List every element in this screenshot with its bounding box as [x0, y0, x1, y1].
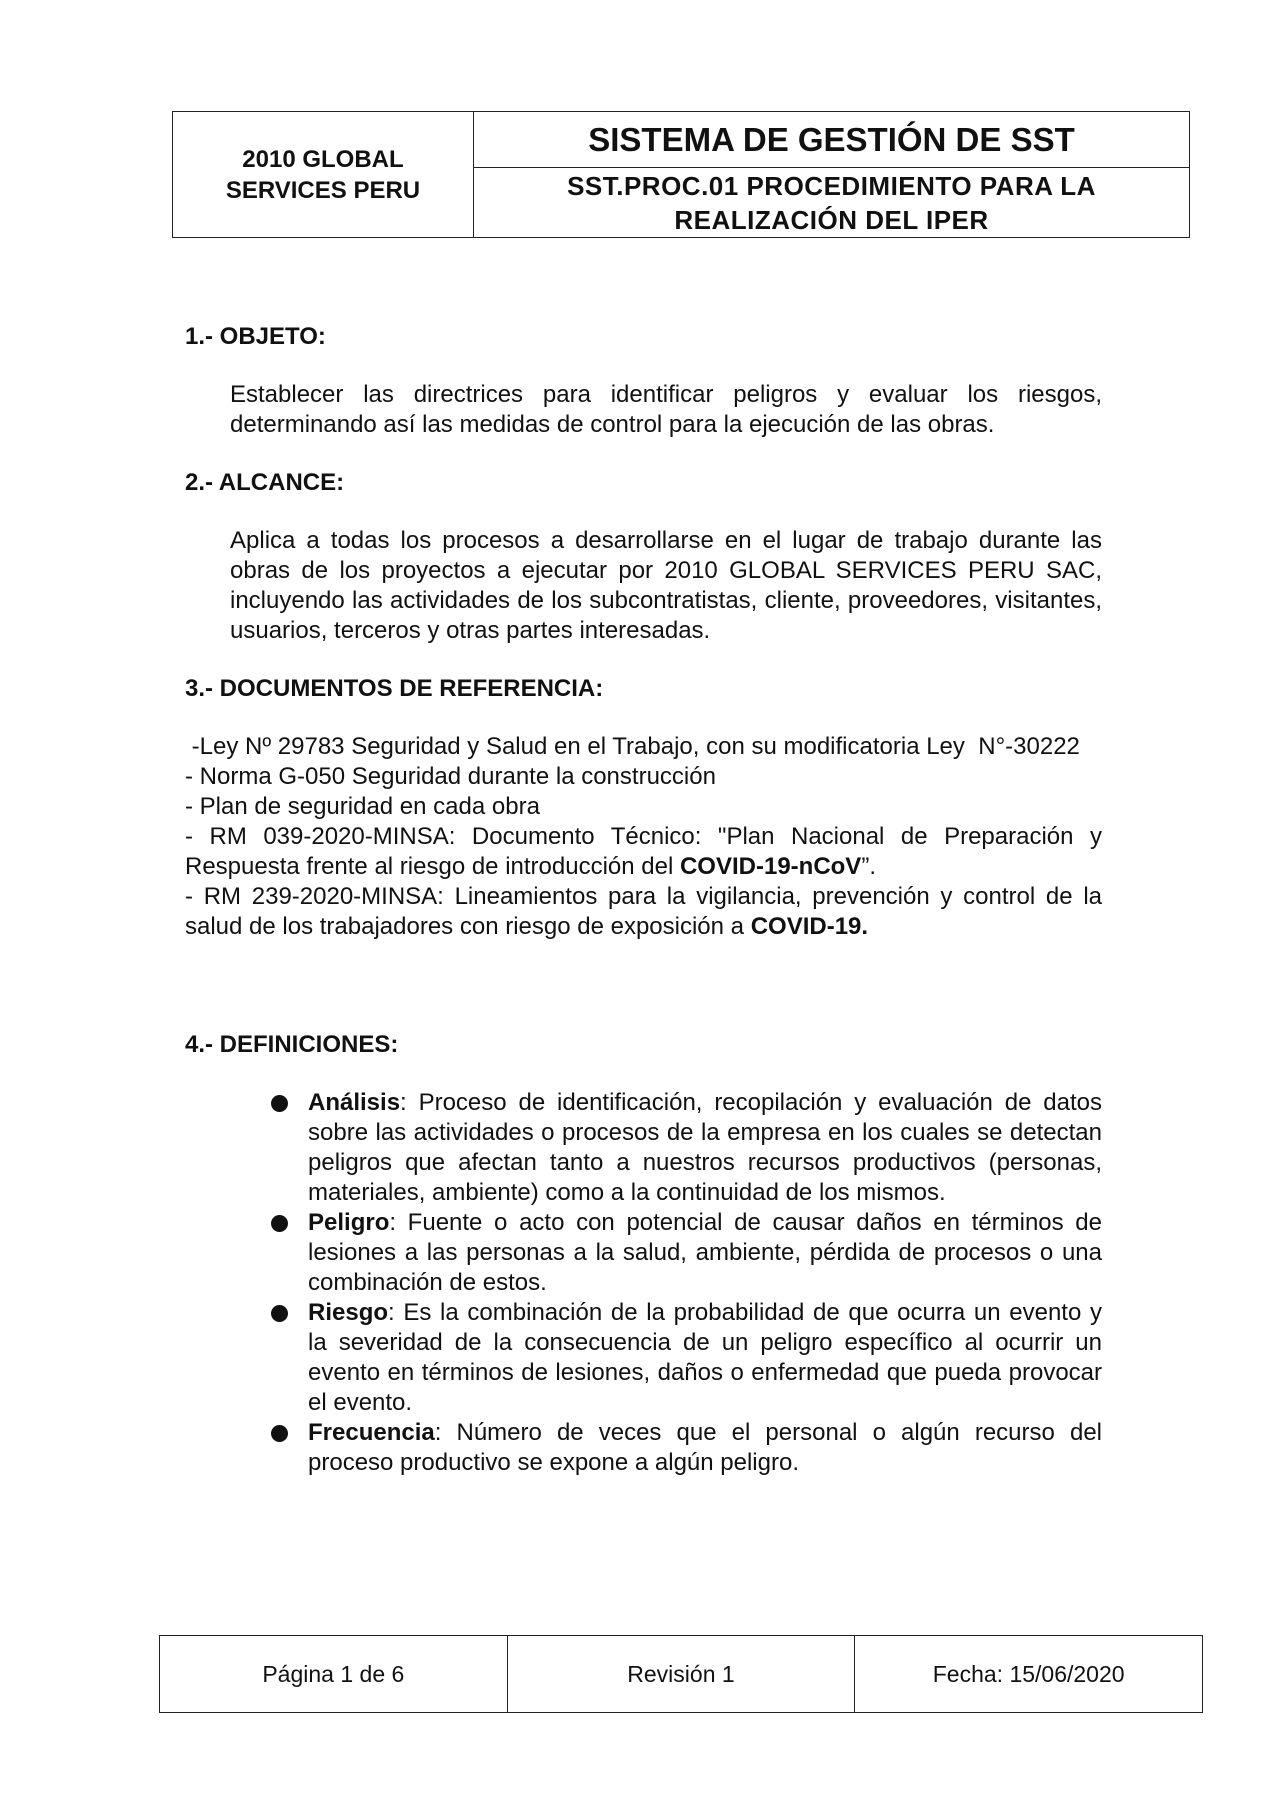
definition-text: : Número de veces que el personal o algún recurso del proceso productivo se expone a algún peligro.: [308, 1419, 1102, 1476]
definition-text: : Proceso de identificación, recopilación y evaluación de datos sobre las actividades o procesos de la empresa en los cuales se detectan peligros que afectan tanto a nuestros recursos productivos (personas, materiales, ambiente) como a la continuidad de los mismos.: [308, 1089, 1102, 1206]
document-footer: [159, 1635, 1203, 1713]
reference-text: - RM 039-2020-MINSA: Documento Técnico: "Plan Nacional de Preparación y Respuesta frente al riesgo de introducción del: [185, 823, 1102, 880]
reference-bold: COVID-19.: [750, 913, 869, 940]
definition-term: Riesgo: [308, 1299, 389, 1326]
reference-list: [185, 732, 1102, 942]
company-name-line1: 2010 GLOBAL: [242, 145, 404, 173]
reference-item: [185, 882, 1102, 942]
reference-text: - RM 239-2020-MINSA: Lineamientos para la vigilancia, prevención y control de la salud de los trabajadores con riesgo de exposición a: [185, 883, 1102, 940]
bullet-icon: [271, 1425, 288, 1442]
definition-text: : Es la combinación de la probabilidad de que ocurra un evento y la severidad de la consecuencia de un peligro específico al ocurrir un evento en términos de lesiones, daños o enfermedad que pueda provocar el evento.: [308, 1299, 1102, 1416]
document-body: [185, 322, 1102, 1478]
bullet-icon: [271, 1305, 288, 1322]
list-item: [308, 1208, 1102, 1298]
reference-item: -Ley Nº 29783 Seguridad y Salud en el Trabajo, con su modificatoria Ley N°-30222: [185, 733, 1080, 760]
section-title-objeto: 1.- OBJETO:: [185, 323, 326, 350]
section-title-definiciones: 4.- DEFINICIONES:: [185, 1031, 399, 1058]
objeto-text: Establecer las directrices para identificar peligros y evaluar los riesgos, determinando así las medidas de control para la ejecución de las obras.: [230, 381, 1102, 438]
definition-term: Análisis: [308, 1089, 401, 1116]
reference-item: [185, 822, 1102, 882]
page-number: Página 1 de 6: [160, 1636, 508, 1713]
procedure-title-cell: [474, 168, 1190, 238]
system-title: SISTEMA DE GESTIÓN DE SST: [474, 112, 1190, 168]
reference-item: - Plan de seguridad en cada obra: [185, 793, 540, 820]
definition-term: Frecuencia: [308, 1419, 435, 1446]
company-name-line2: SERVICES PERU: [225, 176, 421, 204]
procedure-title-line2: REALIZACIÓN DEL IPER: [674, 204, 989, 235]
section-title-alcance: 2.- ALCANCE:: [185, 469, 345, 496]
definitions-list: [185, 1088, 1102, 1478]
list-item: [308, 1298, 1102, 1418]
document-header: [172, 111, 1190, 238]
reference-item: - Norma G-050 Seguridad durante la construcción: [185, 763, 716, 790]
procedure-title-line1: SST.PROC.01 PROCEDIMIENTO PARA LA: [567, 170, 1096, 201]
document-date: Fecha: 15/06/2020: [855, 1636, 1203, 1713]
section-title-documentos: 3.- DOCUMENTOS DE REFERENCIA:: [185, 675, 604, 702]
alcance-text: Aplica a todas los procesos a desarrollarse en el lugar de trabajo durante las obras de los proyectos a ejecutar por 2010 GLOBAL SERVICES PERU SAC, incluyendo las actividades de los subcontratistas, cliente, proveedores, visitantes, usuarios, terceros y otras partes interesadas.: [230, 527, 1102, 644]
list-item: [308, 1418, 1102, 1478]
list-item: [308, 1088, 1102, 1208]
reference-bold: COVID-19-nCoV: [679, 853, 862, 880]
bullet-icon: [271, 1095, 288, 1112]
definition-term: Peligro: [308, 1209, 390, 1236]
company-name-cell: [173, 112, 474, 238]
definition-text: : Fuente o acto con potencial de causar daños en términos de lesiones a las personas a la salud, ambiente, pérdida de procesos o una combinación de estos.: [308, 1209, 1102, 1296]
reference-text-end: ”.: [861, 853, 876, 880]
revision-number: Revisión 1: [507, 1636, 855, 1713]
bullet-icon: [271, 1215, 288, 1232]
